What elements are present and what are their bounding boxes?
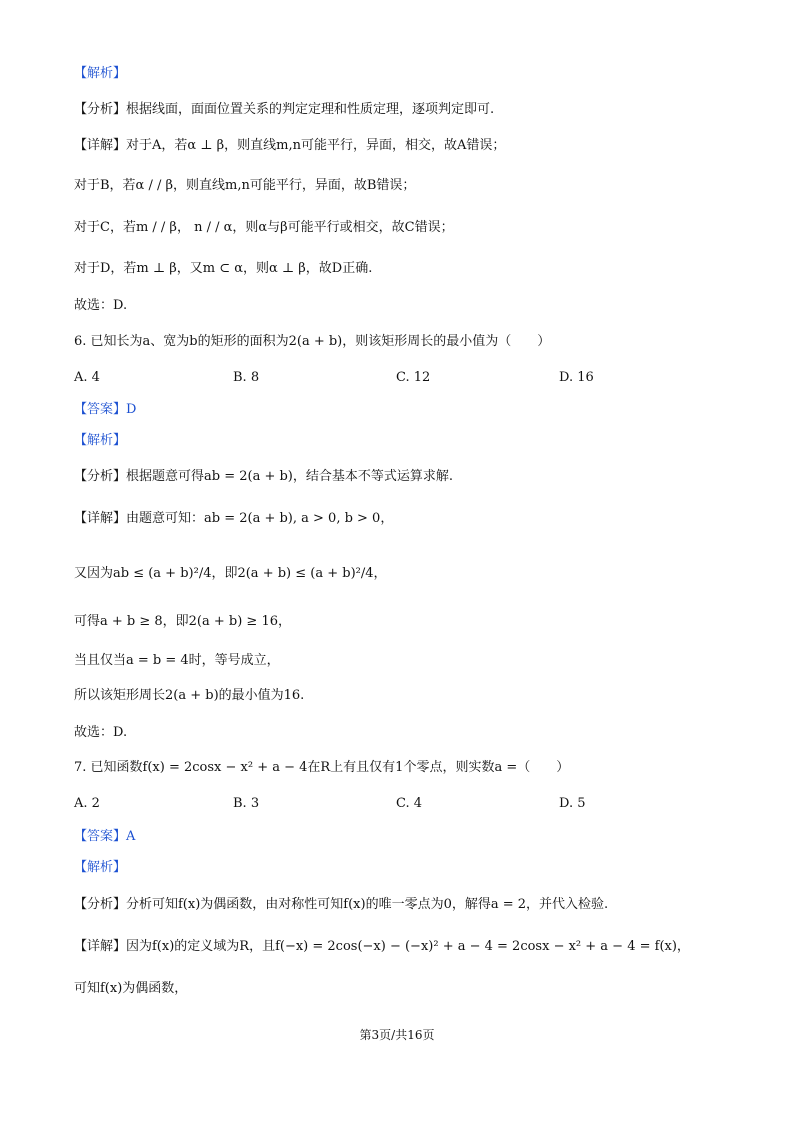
detail-line: 对于B，若α / / β，则直线m,n可能平行，异面，故B错误； [74, 178, 416, 193]
detail-line: 可知f(x)为偶函数， [74, 981, 188, 996]
section-label-analysis: 【解析】 [74, 860, 127, 875]
detail-line: 当且仅当a = b = 4时，等号成立， [74, 653, 280, 668]
detail-line: 【详解】因为f(x)的定义域为R，且f(−x) = 2cos(−x) − (−x)² + a − 4 = 2cosx − x² + a − 4 = f(x)， [74, 939, 690, 954]
detail-line: 【详解】对于A，若α ⊥ β，则直线m,n可能平行，异面，相交，故A错误； [74, 138, 506, 153]
question-6: 6. 已知长为a、宽为b的矩形的面积为2(a + b)，则该矩形周长的最小值为（ ） [74, 334, 551, 349]
q7-option-d: D. 5 [559, 796, 586, 811]
q6-option-a: A. 4 [74, 370, 100, 385]
q6-option-c: C. 12 [396, 370, 431, 385]
detail-line: 所以该矩形周长2(a + b)的最小值为16. [74, 688, 305, 703]
detail-line: 可得a + b ≥ 8，即2(a + b) ≥ 16， [74, 614, 292, 629]
analysis-line: 【分析】分析可知f(x)为偶函数，由对称性可知f(x)的唯一零点为0，解得a = 2，并代入检验. [74, 897, 609, 912]
answer-7: 【答案】A [74, 829, 136, 844]
detail-line: 【详解】由题意可知：ab = 2(a + b), a > 0, b > 0， [74, 511, 394, 526]
conclusion-line: 故选：D. [74, 298, 128, 313]
conclusion-line: 故选：D. [74, 725, 128, 740]
q7-option-a: A. 2 [74, 796, 100, 811]
answer-6: 【答案】D [74, 402, 137, 417]
q6-option-b: B. 8 [233, 370, 260, 385]
q7-option-c: C. 4 [396, 796, 423, 811]
detail-line: 对于C，若m / / β， n / / α，则α与β可能平行或相交，故C错误； [74, 220, 454, 235]
q7-option-b: B. 3 [233, 796, 260, 811]
page-footer: 第3页/共16页 [359, 1028, 435, 1042]
detail-line: 对于D，若m ⊥ β，又m ⊂ α，则α ⊥ β，故D正确. [74, 261, 373, 276]
q6-option-d: D. 16 [559, 370, 594, 385]
section-label-analysis: 【解析】 [74, 66, 127, 81]
detail-line: 又因为ab ≤ (a + b)²/4，即2(a + b) ≤ (a + b)²/4， [74, 566, 387, 581]
question-7: 7. 已知函数f(x) = 2cosx − x² + a − 4在R上有且仅有1个零点，则实数a =（ ） [74, 760, 570, 775]
section-label-analysis: 【解析】 [74, 433, 127, 448]
analysis-line: 【分析】根据线面，面面位置关系的判定定理和性质定理，逐项判定即可. [74, 102, 495, 117]
analysis-line: 【分析】根据题意可得ab = 2(a + b)，结合基本不等式运算求解. [74, 469, 454, 484]
